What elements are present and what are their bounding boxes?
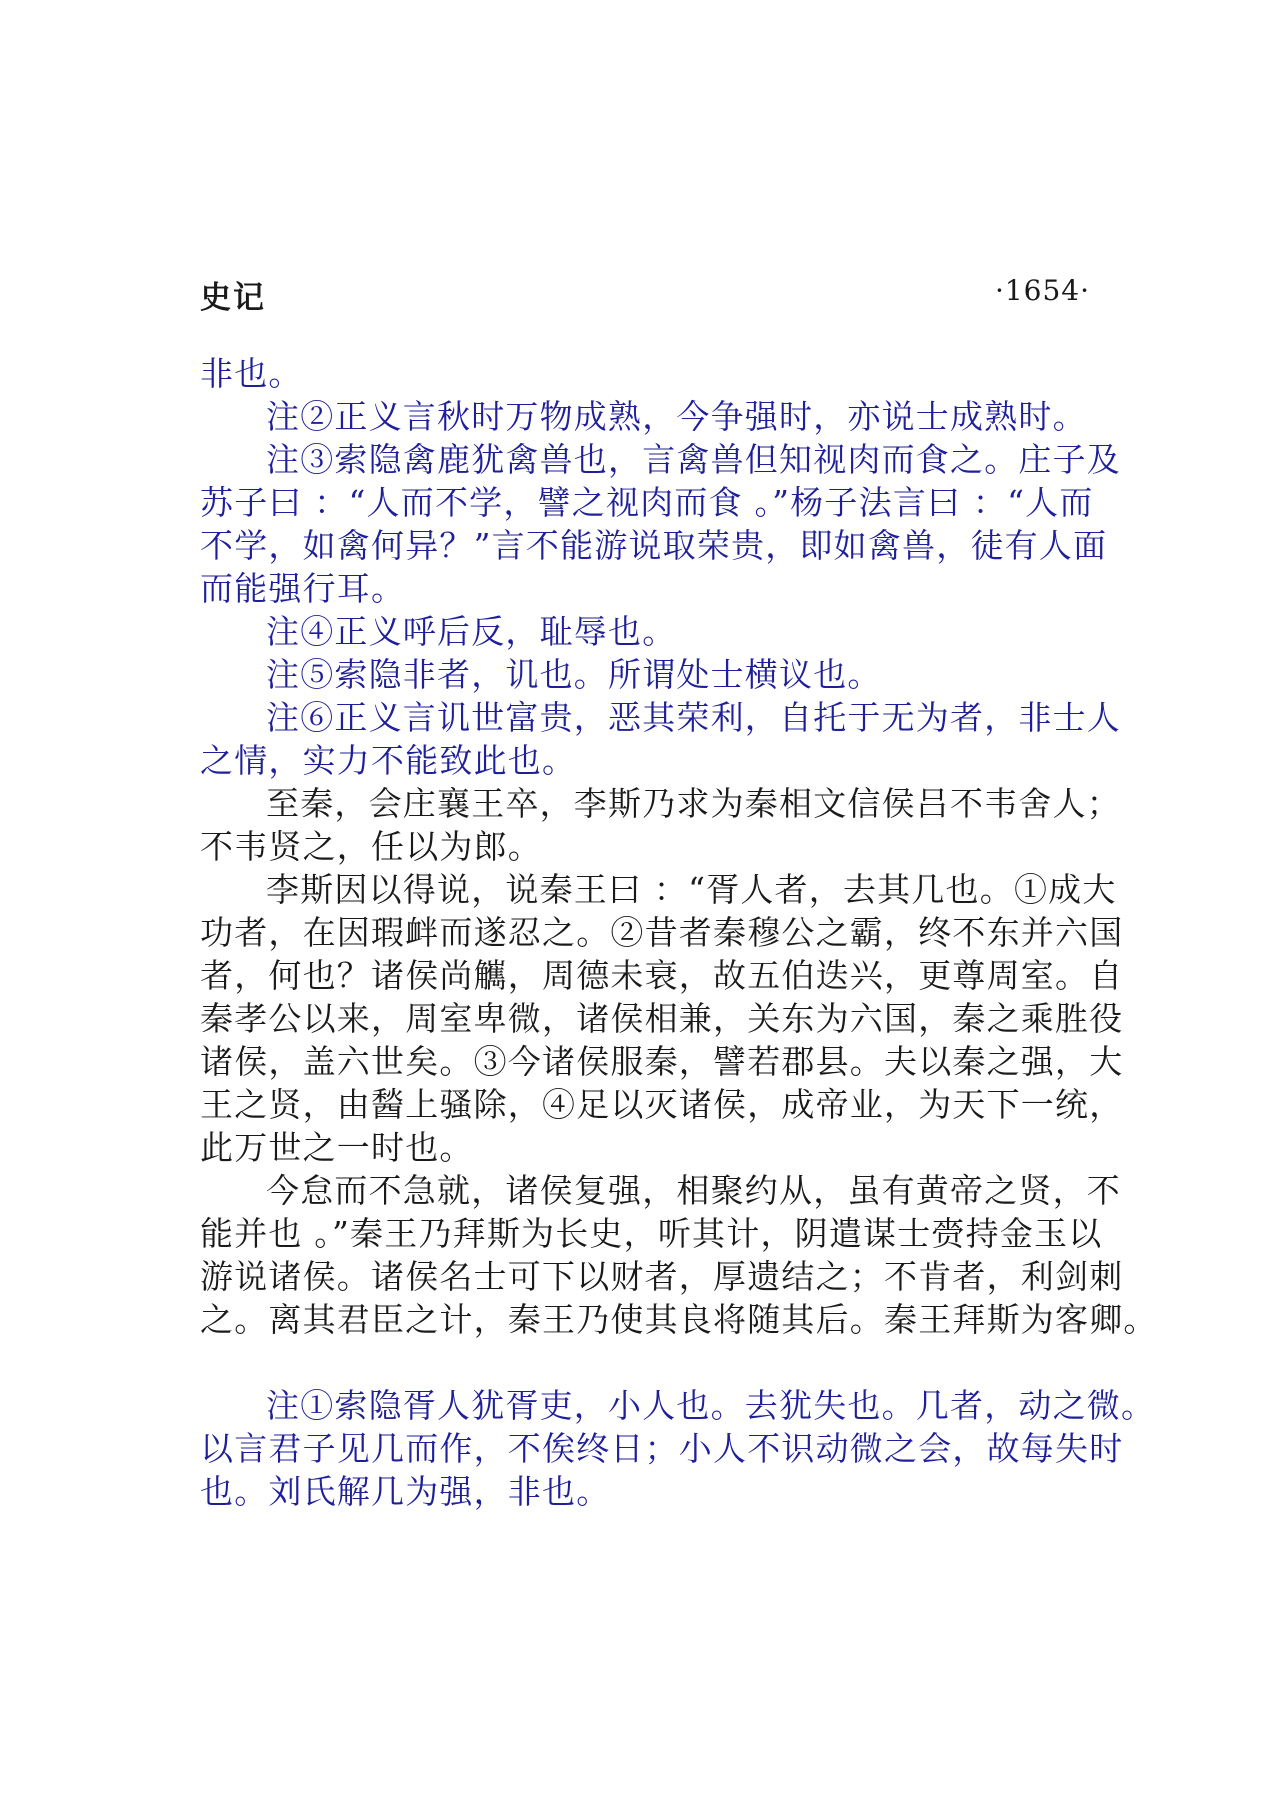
text-line: 注③索隐禽鹿犹禽兽也，言禽兽但知视肉而食之。庄子及 (266, 440, 1121, 479)
text-line: 此万世之一时也。 (200, 1128, 474, 1167)
text-line: 游说诸侯。诸侯名士可下以财者，厚遗结之；不肯者，利剑刺 (200, 1257, 1124, 1296)
text-line: 非也。 (200, 354, 303, 393)
annotation-paragraph (200, 1384, 1156, 1513)
text-line: 注②正义言秋时万物成熟，今争强时，亦说士成熟时。 (266, 397, 1087, 436)
text-line: 李斯因以得说，说秦王曰 ：“胥人者，去其几也。①成大 (266, 870, 1117, 909)
text-line: 注④正义呼后反，耻辱也。 (266, 612, 677, 651)
annotation-paragraph (200, 696, 1121, 782)
text-line: 王之贤，由醔上骚除，④足以灭诸侯，成帝业，为天下一统， (200, 1085, 1124, 1124)
body-text (200, 352, 1158, 1513)
text-paragraph (200, 782, 1121, 868)
text-line: 而能强行耳。 (200, 569, 406, 608)
text-line: 注⑤索隐非者，讥也。所谓处士横议也。 (266, 655, 882, 694)
annotation-paragraph (200, 438, 1121, 610)
annotation-paragraph (200, 610, 1110, 653)
text-line: 以言君子见几而作，不俟终日；小人不识动微之会，故每失时 (200, 1429, 1124, 1468)
text-line: 诸侯，盖六世矣。③今诸侯服秦，譬若郡县。夫以秦之强，大 (200, 1042, 1124, 1081)
text-line: 不韦贤之，任以为郎。 (200, 827, 542, 866)
text-line: 之。离其君臣之计，秦王乃使其良将随其后。秦王拜斯为客卿。 (200, 1300, 1158, 1339)
text-paragraph (200, 868, 1124, 1169)
text-line: 者，何也？诸侯尚觽，周德未衰，故五伯迭兴，更尊周室。自 (200, 956, 1124, 995)
text-line: 苏子曰 ：“人而不学，譬之视肉而食 。”杨子法言曰 ：“人而 (200, 483, 1094, 522)
paragraph-gap (200, 1341, 1110, 1384)
annotation-paragraph (200, 352, 1110, 395)
text-line: 注⑥正义言讥世富贵，恶其荣利，自托于无为者，非士人 (266, 698, 1121, 737)
annotation-paragraph (200, 653, 1110, 696)
text-paragraph (200, 1169, 1158, 1341)
text-line: 注①索隐胥人犹胥吏，小人也。去犹失也。几者，动之微。 (266, 1386, 1156, 1425)
text-line: 也。刘氏解几为强，非也。 (200, 1472, 611, 1511)
text-line: 之情，实力不能致此也。 (200, 741, 577, 780)
page-number: ·1654· (994, 274, 1090, 307)
text-line: 至秦，会庄襄王卒，李斯乃求为秦相文信侯吕不韦舍人； (266, 784, 1121, 823)
text-line: 不学，如禽何异？”言不能游说取荣贵，即如禽兽，徒有人面 (200, 526, 1108, 565)
text-line: 能并也 。”秦王乃拜斯为长史，听其计，阴遣谋士赍持金玉以 (200, 1214, 1103, 1253)
running-header (200, 272, 1090, 316)
text-line: 秦孝公以来，周室卑微，诸侯相兼，关东为六国，秦之乘胜役 (200, 999, 1124, 1038)
text-line: 今怠而不急就，诸侯复强，相聚约从，虽有黄帝之贤，不 (266, 1171, 1121, 1210)
text-line: 功者，在因瑕衅而遂忍之。②昔者秦穆公之霸，终不东并六国 (200, 913, 1124, 952)
annotation-paragraph (200, 395, 1110, 438)
book-title: 史记 (200, 280, 266, 316)
